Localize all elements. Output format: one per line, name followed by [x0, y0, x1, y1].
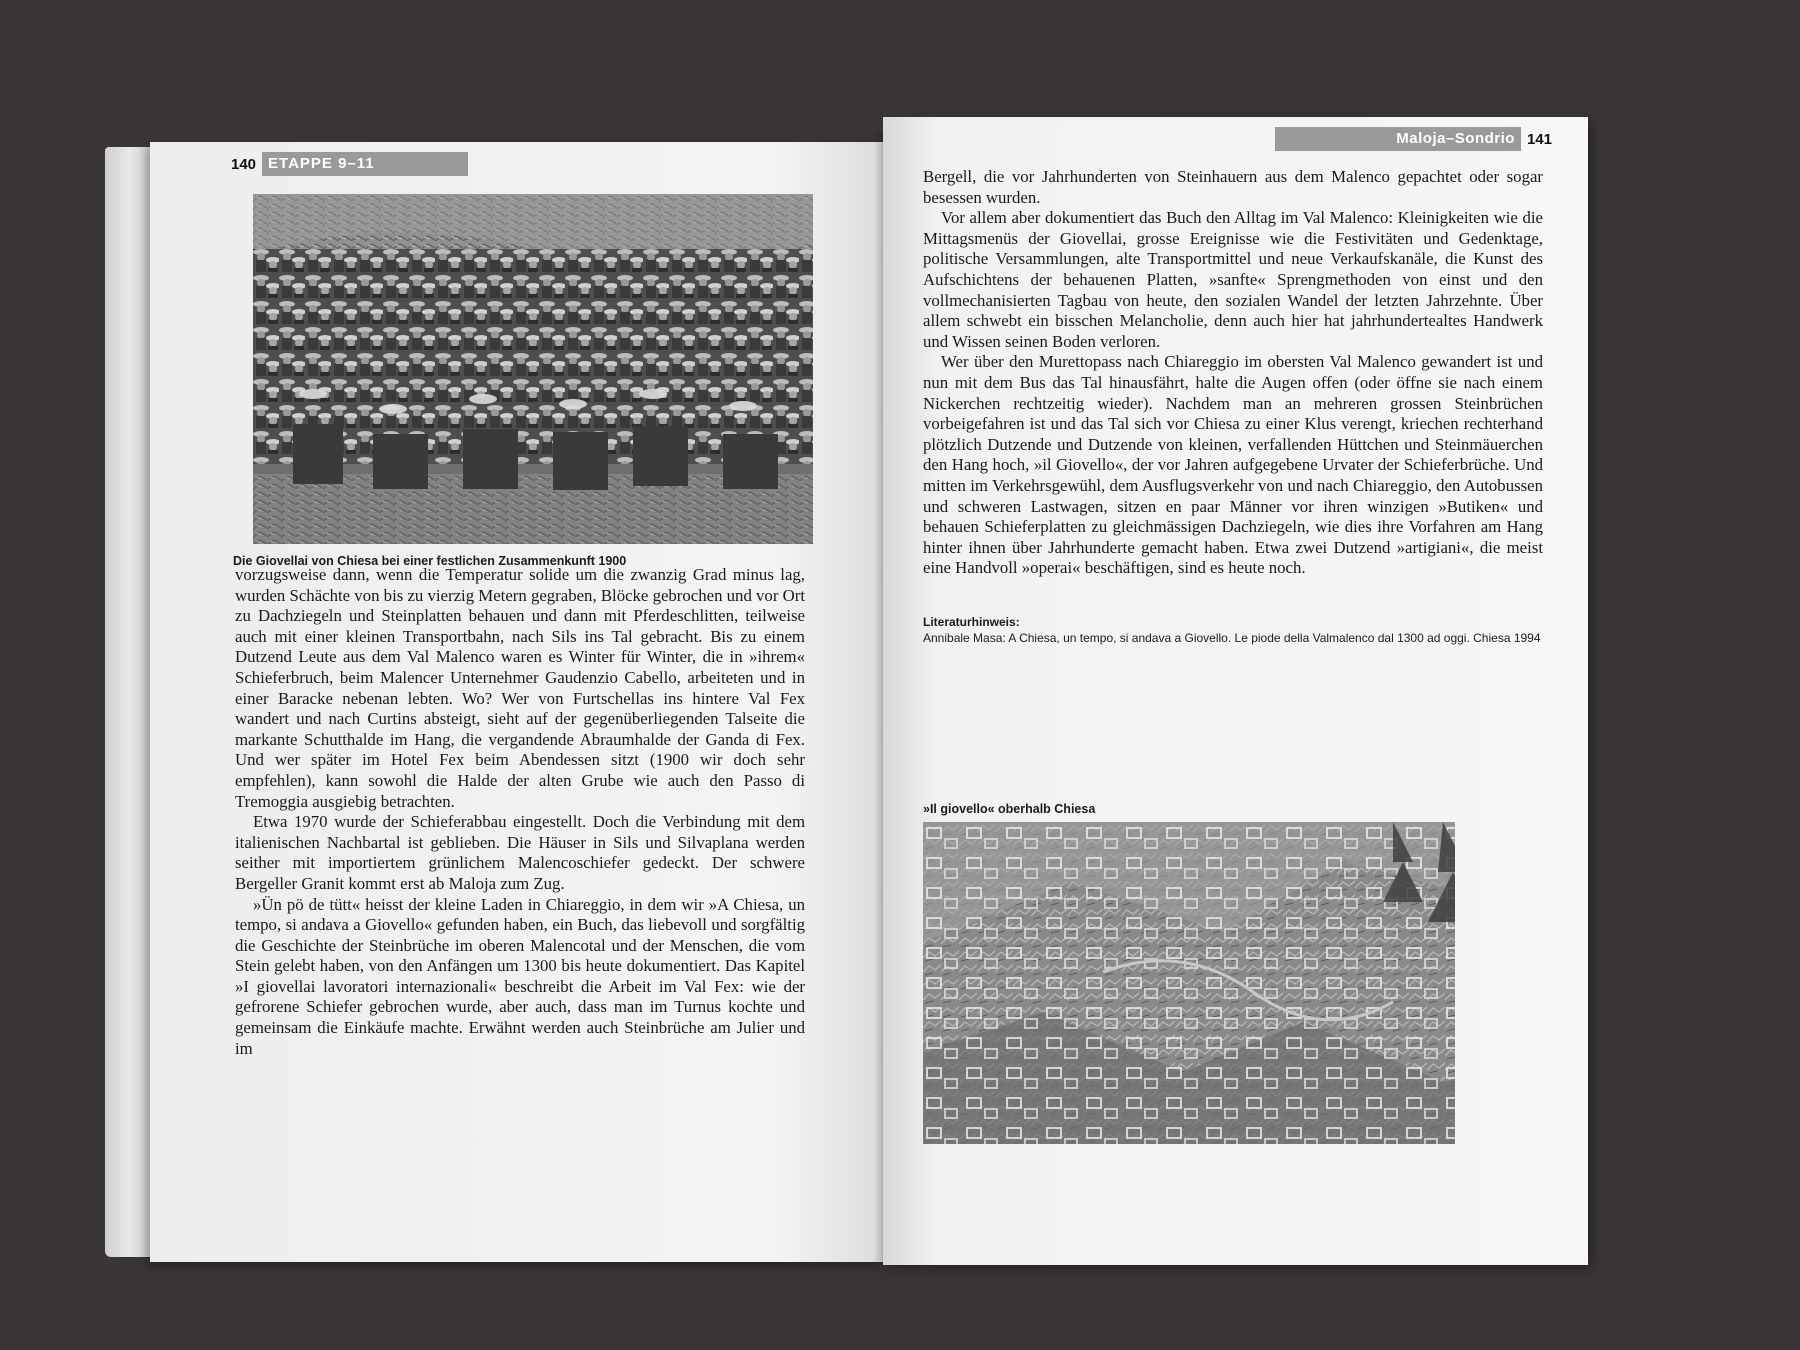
left-paragraph: Etwa 1970 wurde der Schieferabbau eingestellt. Doch die Verbindung mit dem italienischen Nachbartal ist geblieben. Die Häuser in Sils und Silvaplana werden seither mit importiertem grünlichem Malencoschiefer gedeckt. Der schwere Bergeller Granit kommt erst ab Maloja zum Zug.: [235, 812, 805, 893]
section-header-left: ETAPPE 9–11: [262, 152, 468, 176]
right-paragraph: Vor allem aber dokumentiert das Buch den Alltag im Val Malenco: Kleinigkeiten wie die Mittagsmenüs der Giovellai, grosse Ereignisse wie die Festivitäten und Gedenktage, politische Versammlungen, alte Transportmittel und neue Verkaufskanäle, die Kunst des Aufschichtens der behauenen Platten, »sanfte« Sprengmethoden von einst und den vollmechanisierten Tagbau von heute, den sozialen Wandel der letzten Jahrzehnte. Über allem schwebt ein bisschen Melancholie, denn auch hier hat jahrhundertealtes Handwerk und Wissen seinen Boden verloren.: [923, 208, 1543, 351]
left-body-text: [235, 565, 805, 1059]
photo-giovellai-group: [253, 194, 813, 544]
section-header-right: Maloja–Sondrio: [1275, 127, 1521, 151]
left-paragraph: vorzugsweise dann, wenn die Temperatur solide um die zwanzig Grad minus lag, wurden Schächte von bis zu vierzig Metern gegraben, Blöcke gebrochen und vor Ort zu Dachziegeln und Steinplatten behauen und dann mit Pferdeschlitten, teilweise auch mit einer kleinen Transportbahn, nach Sils ins Tal gebracht. Bis zu einem Dutzend Leute aus dem Val Malenco waren es Winter für Winter, die in »ihrem« Schieferbruch, beim Malencer Unternehmer Gaudenzio Cabello, arbeiteten und in einer Baracke nebenan lebten. Wo? Wer von Furtschellas ins hintere Val Fex wandert und nach Curtins absteigt, sieht auf der gegenüberliegenden Talseite die markante Schutthalde im Hang, die vergandende Abraumhalde der Ganda di Fex. Und wer später im Hotel Fex beim Abendessen sitzt (1900 wir doch sehr empfehlen), kann sowohl die Halde der alten Grube wie auch den Passo di Tremoggia ausgiebig betrachten.: [235, 565, 805, 811]
left-page-header: [225, 152, 468, 176]
photo-giovello-quarry: [923, 822, 1455, 1144]
right-paragraph: Bergell, die vor Jahrhunderten von Steinhauern aus dem Malenco gepachtet oder sogar besessen wurden.: [923, 167, 1543, 207]
photo-caption-right: »Il giovello« oberhalb Chiesa: [923, 802, 1096, 816]
left-paragraph: »Ün pö de tütt« heisst der kleine Laden in Chiareggio, in dem wir »A Chiesa, un tempo, si andava a Giovello« gefunden haben, ein Buch, das liebevoll und sorgfältig die Geschichte der Steinbrüche im oberen Malencotal und der Menschen, die vom Stein gelebt haben, von den Anfängen um 1300 bis heute dokumentiert. Das Kapitel »I giovellai lavoratori internazionali« beschreibt die Arbeit im Val Fex: wie der gefrorene Schiefer gebrochen wurde, aber auch, dass man im Turnus kochte und gemeinsam die Einkäufe machte. Erwähnt werden auch Steinbrüche am Julier und im: [235, 894, 805, 1058]
photo-caption-left: Die Giovellai von Chiesa bei einer festlichen Zusammenkunft 1900: [233, 554, 627, 568]
left-page: [150, 142, 885, 1262]
literature-heading: Literaturhinweis:: [923, 615, 1020, 629]
page-number-left: 140: [231, 155, 257, 173]
right-page: [883, 117, 1588, 1265]
right-page-header: [1275, 127, 1558, 151]
literature-reference: [923, 614, 1548, 646]
quarry-photo-drawing: [923, 822, 1455, 1144]
right-paragraph: Wer über den Murettopass nach Chiareggio im obersten Val Malenco gewandert ist und nun mit dem Bus das Tal hinausfährt, halte die Augen offen (oder öffne sie nach einem Nickerchen rechtzeitig wieder). Nachdem man an mehreren grossen Steinbrüchen vorbeigefahren ist und das Tal sich vor Chiesa zu einer Klus verengt, kriechen rechterhand plötzlich Dutzende und Dutzende von kleinen, verfallenden Hüttchen und Steinmäuerchen den Hang hoch, »il Giovello«, der vor Jahren aufgegebene Urvater der Schieferbrüche. Und mitten im Verkehrsgewühl, dem Ausflugsverkehr von und nach Chiareggio, den Autobussen und schweren Lastwagen, sitzen en paar Männer vor ihren winzigen »Butiken« und behauen Schieferplatten zu gleichmässigen Dachziegeln, wie dies ihre Vorfahren am Hang hinter ihnen über Jahrhunderte gemacht haben. Etwa zwei Dutzend »artigiani«, die meist eine Handvoll »operai« beschäftigen, sind es heute noch.: [923, 352, 1543, 578]
open-book: [95, 112, 1595, 1268]
group-photo-drawing: [253, 194, 813, 544]
literature-text: Annibale Masa: A Chiesa, un tempo, si andava a Giovello. Le piode della Valmalenco dal 1300 ad oggi. Chiesa 1994: [923, 631, 1541, 645]
right-body-text: [923, 167, 1543, 579]
page-number-right: 141: [1526, 130, 1552, 148]
